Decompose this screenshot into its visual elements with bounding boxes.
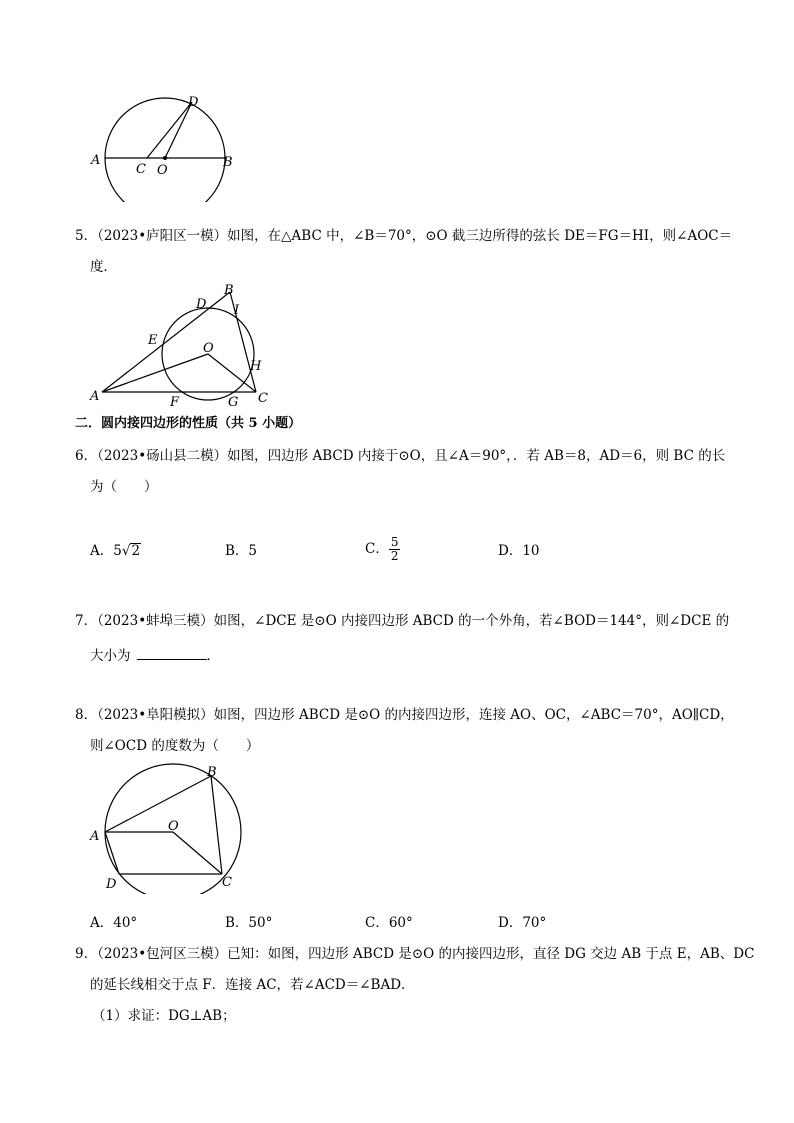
q8-option-d[interactable]: D．70° (498, 915, 547, 931)
label-O: O (203, 341, 214, 356)
q9-sub1: （1）求证：DG⊥AB； (92, 1008, 236, 1024)
q8-option-a[interactable]: A．40° (90, 915, 138, 931)
q7-line2-suffix: ． (206, 648, 220, 664)
fraction-numerator: 5 (390, 535, 399, 549)
label-B: B (224, 283, 234, 298)
q6-line1: 6．（2023•砀山县二模）如图，四边形 ABCD 内接于⊙O，且∠A＝90°，．若 AB＝8，AD＝6，则 BC 的长 (75, 448, 726, 464)
q6-line2: 为（ ） (90, 479, 158, 495)
q6-option-a-radicand: 2 (131, 543, 141, 559)
figure-circle-diameter (85, 92, 245, 202)
q8-option-b[interactable]: B．50° (225, 915, 273, 931)
answer-blank[interactable] (137, 646, 207, 660)
sqrt-symbol: √ (121, 543, 131, 559)
q7-line2-prefix: 大小为 (90, 648, 131, 664)
label-I: I (234, 303, 240, 318)
label-B: B (223, 155, 233, 170)
label-D: D (106, 877, 117, 892)
label-A: A (90, 829, 100, 844)
label-A: A (91, 153, 101, 168)
q8-line1: 8．（2023•阜阳模拟）如图，四边形 ABCD 是⊙O 的内接四边形，连接 AO、OC，∠ABC＝70°，AO∥CD， (75, 707, 734, 723)
label-G: G (228, 395, 239, 410)
label-O: O (168, 819, 179, 834)
q5-line1: 5．（2023•庐阳区一模）如图，在△ABC 中，∠B＝70°，⊙O 截三边所得的弦长 DE＝FG＝HI，则∠AOC＝ (75, 228, 733, 244)
figure-cyclic-quadrilateral (88, 760, 248, 894)
q7-line2 (90, 646, 220, 665)
q7-line1: 7．（2023•蚌埠三模）如图，∠DCE 是⊙O 内接四边形 ABCD 的一个外角，若∠BOD＝144°，则∠DCE 的 (75, 613, 730, 629)
q6-option-d[interactable]: D．10 (498, 543, 540, 559)
q8-option-c[interactable]: C．60° (365, 915, 413, 931)
label-D: D (188, 95, 199, 110)
q6-option-a-prefix: A．5 (90, 543, 122, 559)
section-heading: 二．圆内接四边形的性质（共 5 小题） (75, 416, 302, 431)
label-B: B (207, 765, 217, 780)
label-C: C (136, 162, 146, 177)
label-E: E (148, 333, 158, 348)
q6-option-c[interactable] (365, 536, 400, 563)
fraction (389, 536, 401, 563)
q6-option-a[interactable] (90, 542, 141, 560)
q9-line1: 9．（2023•包河区三模）已知：如图，四边形 ABCD 是⊙O 的内接四边形，直径 DG 交边 AB 于点 E，AB、DC (75, 946, 755, 962)
q6-option-b[interactable]: B．5 (225, 543, 258, 559)
q5-line2: 度． (90, 259, 117, 275)
label-D: D (196, 297, 207, 312)
label-O: O (157, 163, 168, 178)
figure-triangle-circle (88, 282, 278, 412)
fraction-denominator: 2 (390, 549, 399, 563)
q8-line2: 则∠OCD 的度数为（ ） (90, 738, 260, 754)
label-F: F (170, 395, 180, 410)
label-C: C (258, 391, 268, 406)
label-H: H (250, 359, 262, 374)
label-A: A (90, 389, 100, 404)
q6-option-c-prefix: C． (365, 541, 389, 557)
q9-line2: 的延长线相交于点 F．连接 AC，若∠ACD＝∠BAD． (90, 977, 415, 993)
label-C: C (222, 875, 232, 890)
